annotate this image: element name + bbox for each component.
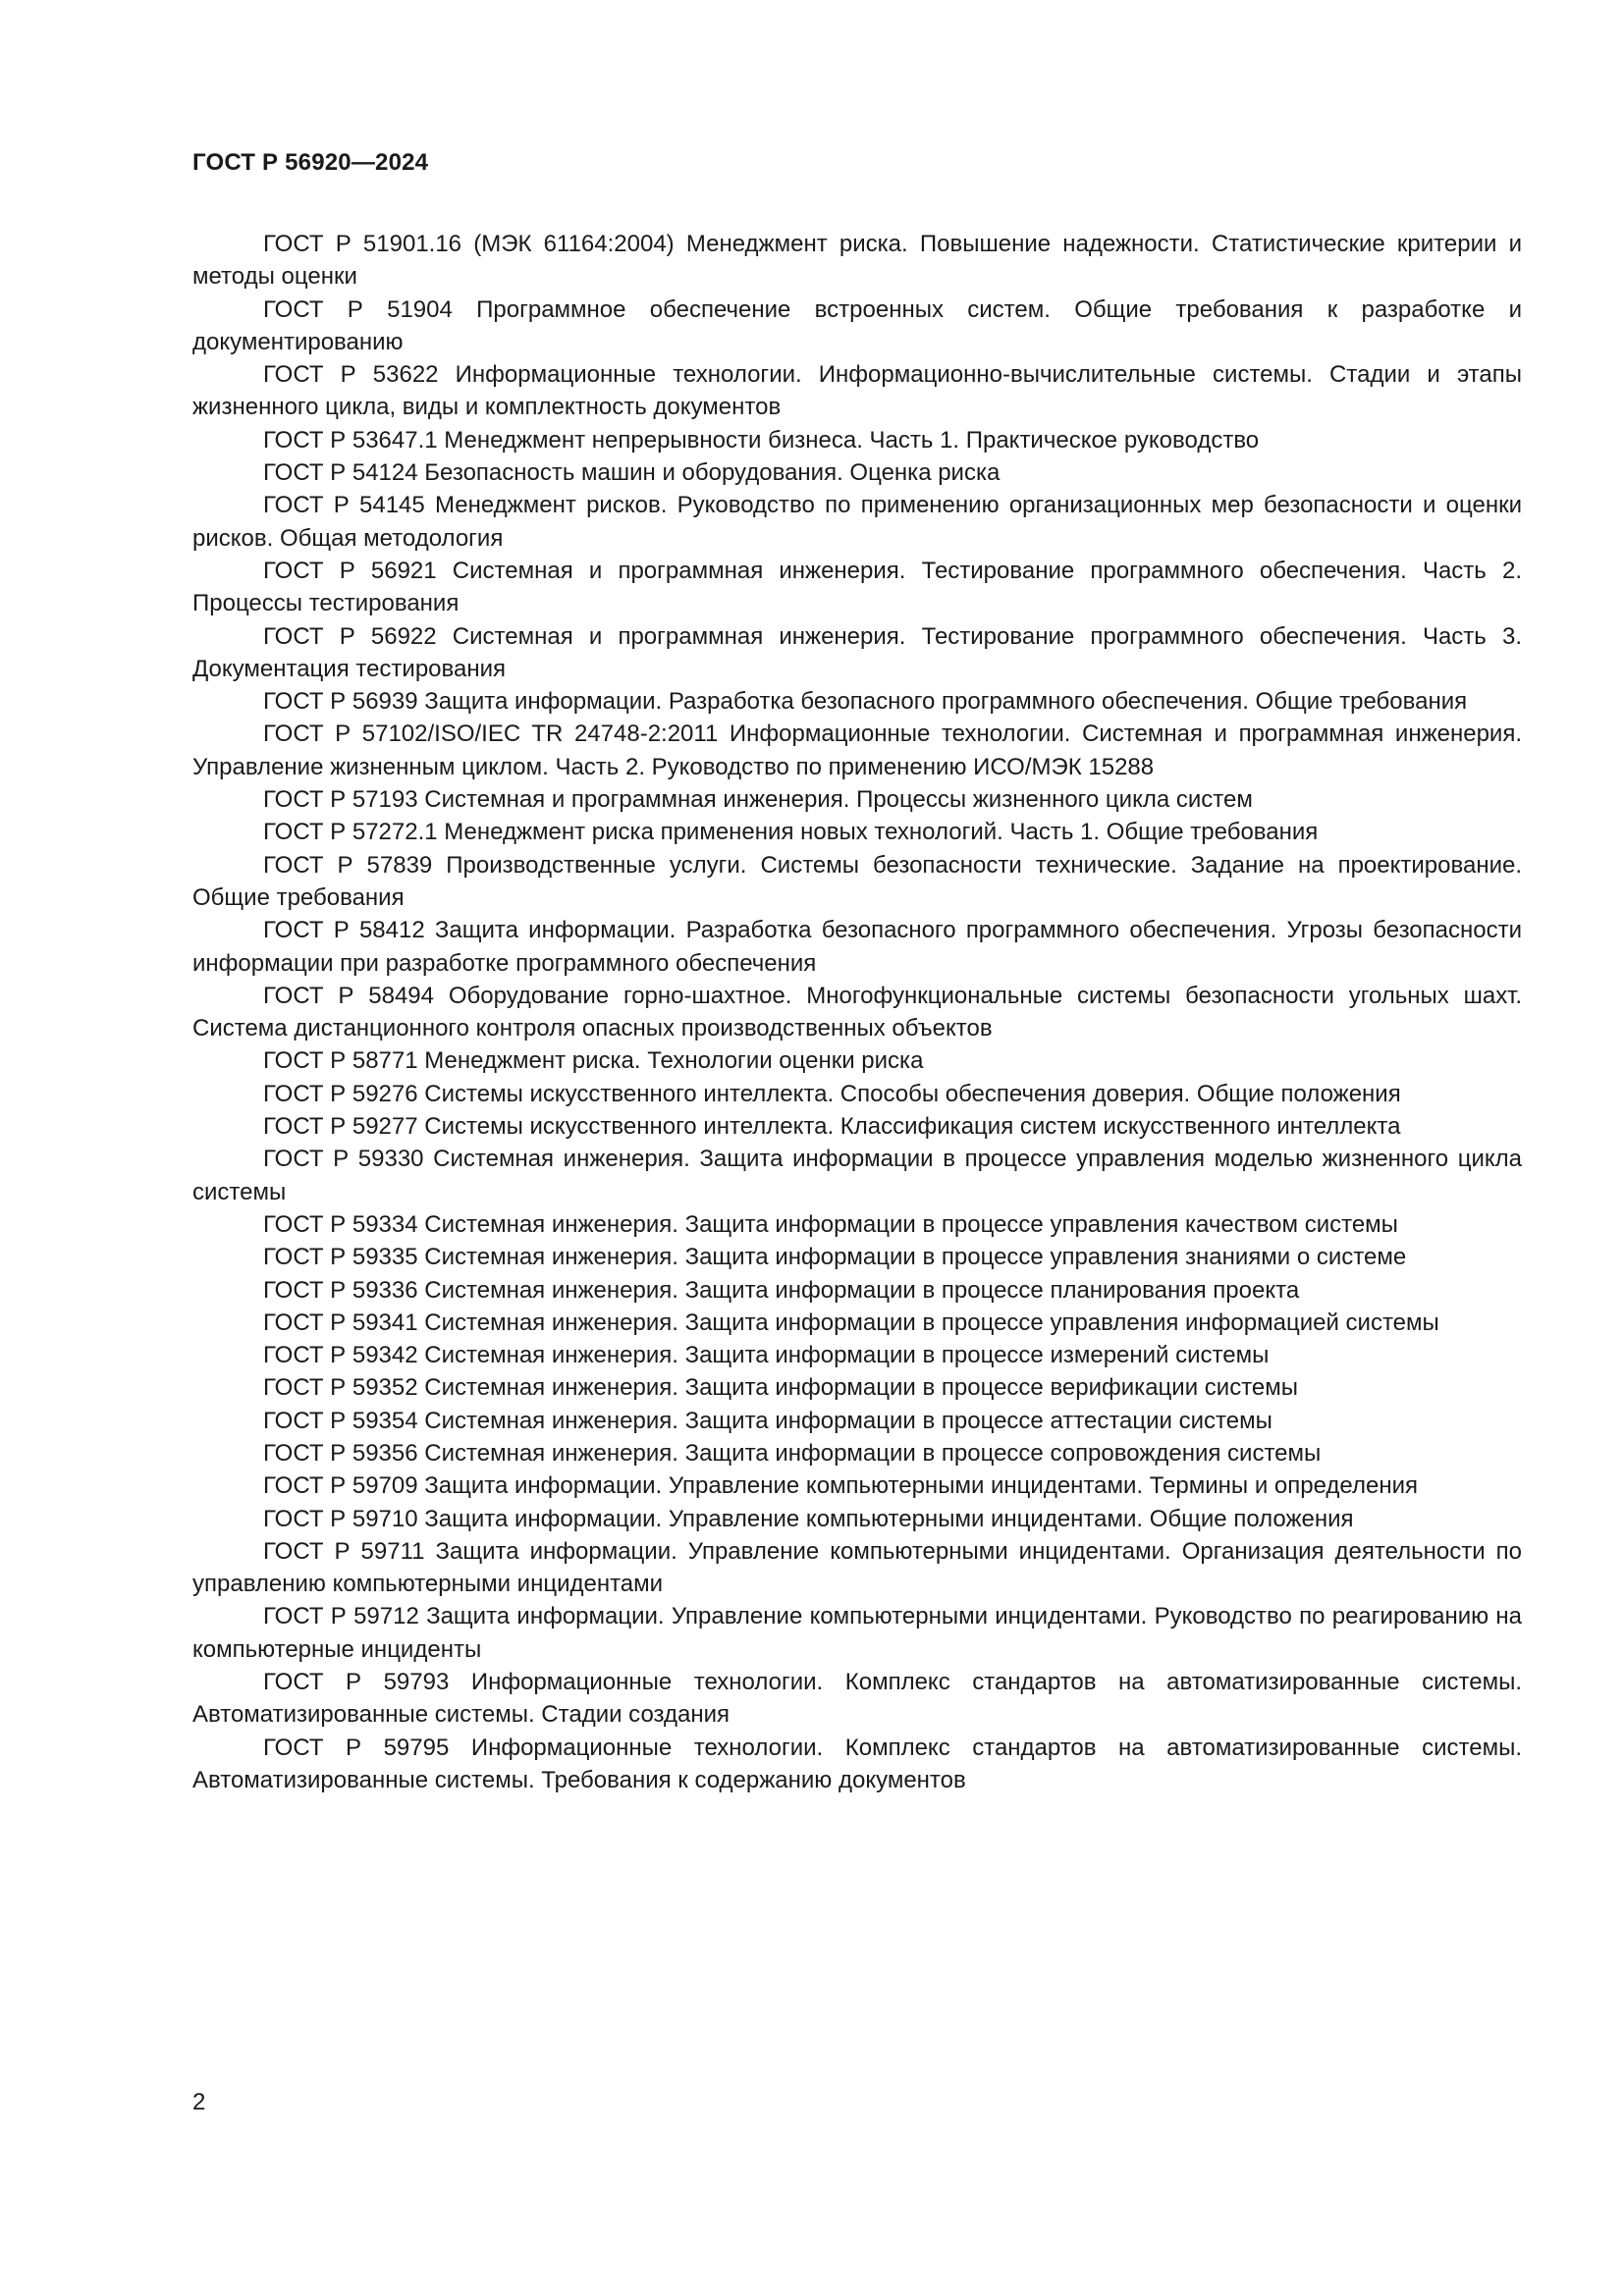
reference-item: ГОСТ Р 56939 Защита информации. Разработка безопасного программного обеспечения. Общие требования [263, 688, 1468, 716]
reference-item: ГОСТ Р 53647.1 Менеджмент непрерывности бизнеса. Часть 1. Практическое руководство [263, 426, 1260, 454]
reference-item: ГОСТ Р 59276 Системы искусственного интеллекта. Способы обеспечения доверия. Общие положения [263, 1080, 1401, 1107]
reference-item: ГОСТ Р 59712 Защита информации. Управление компьютерными инцидентами. Руководство по реагированию на компьютерные инциденты [192, 1603, 1522, 1663]
normative-references-list [192, 228, 1522, 1796]
reference-item: ГОСТ Р 51901.16 (МЭК 61164:2004) Менеджмент риска. Повышение надежности. Статистические критерии и методы оценки [192, 231, 1522, 291]
reference-item: ГОСТ Р 57839 Производственные услуги. Системы безопасности технические. Задание на проектирование. Общие требования [192, 851, 1522, 911]
reference-item: ГОСТ Р 59336 Системная инженерия. Защита информации в процессе планирования проекта [263, 1276, 1300, 1304]
reference-item: ГОСТ Р 51904 Программное обеспечение встроенных систем. Общие требования к разработке и документированию [192, 295, 1522, 355]
reference-item: ГОСТ Р 58412 Защита информации. Разработка безопасного программного обеспечения. Угрозы безопасности информации при разработке программного обеспечения [192, 917, 1522, 977]
reference-item: ГОСТ Р 59352 Системная инженерия. Защита информации в процессе верификации системы [263, 1374, 1299, 1402]
page-number: 2 [192, 2089, 206, 2115]
reference-item: ГОСТ Р 53622 Информационные технологии. Информационно-вычислительные системы. Стадии и этапы жизненного цикла, виды и комплектность документов [192, 361, 1522, 421]
reference-item: ГОСТ Р 59342 Системная инженерия. Защита информации в процессе измерений системы [263, 1342, 1270, 1369]
reference-item: ГОСТ Р 58494 Оборудование горно-шахтное. Многофункциональные системы безопасности угольных шахт. Система дистанционного контроля опасных производственных объектов [192, 982, 1522, 1042]
reference-item: ГОСТ Р 59709 Защита информации. Управление компьютерными инцидентами. Термины и определения [263, 1472, 1418, 1500]
reference-item: ГОСТ Р 59356 Системная инженерия. Защита информации в процессе сопровождения системы [263, 1439, 1322, 1467]
reference-item: ГОСТ Р 56921 Системная и программная инженерия. Тестирование программного обеспечения. Часть 2. Процессы тестирования [192, 557, 1522, 617]
reference-item: ГОСТ Р 59341 Системная инженерия. Защита информации в процессе управления информацией системы [263, 1308, 1439, 1336]
reference-item: ГОСТ Р 59793 Информационные технологии. Комплекс стандартов на автоматизированные системы. Автоматизированные системы. Стадии создания [192, 1669, 1522, 1729]
reference-item: ГОСТ Р 59335 Системная инженерия. Защита информации в процессе управления знаниями о системе [263, 1244, 1407, 1271]
reference-item: ГОСТ Р 57272.1 Менеджмент риска применения новых технологий. Часть 1. Общие требования [263, 819, 1319, 846]
reference-item: ГОСТ Р 58771 Менеджмент риска. Технологии оценки риска [263, 1047, 924, 1075]
reference-item: ГОСТ Р 59277 Системы искусственного интеллекта. Классификация систем искусственного интеллекта [263, 1113, 1401, 1141]
reference-item: ГОСТ Р 57193 Системная и программная инженерия. Процессы жизненного цикла систем [263, 786, 1253, 814]
reference-item: ГОСТ Р 59710 Защита информации. Управление компьютерными инцидентами. Общие положения [263, 1505, 1354, 1532]
reference-item: ГОСТ Р 59795 Информационные технологии. Комплекс стандартов на автоматизированные системы. Автоматизированные системы. Требования к содержанию документов [192, 1734, 1522, 1793]
document-code-header: ГОСТ Р 56920—2024 [192, 149, 429, 176]
reference-item: ГОСТ Р 57102/ISO/IEC TR 24748-2:2011 Информационные технологии. Системная и программная инженерия. Управление жизненным циклом. Часть 2. Руководство по применению ИСО/МЭК 15288 [192, 721, 1522, 780]
reference-item: ГОСТ Р 59330 Системная инженерия. Защита информации в процессе управления моделью жизненного цикла системы [192, 1146, 1522, 1205]
reference-item: ГОСТ Р 59334 Системная инженерия. Защита информации в процессе управления качеством системы [263, 1210, 1398, 1238]
reference-item: ГОСТ Р 59711 Защита информации. Управление компьютерными инцидентами. Организация деятельности по управлению компьютерными инцидентами [192, 1537, 1522, 1598]
reference-item: ГОСТ Р 54145 Менеджмент рисков. Руководство по применению организационных мер безопасности и оценки рисков. Общая методология [192, 492, 1522, 552]
reference-item: ГОСТ Р 56922 Системная и программная инженерия. Тестирование программного обеспечения. Часть 3. Документация тестирования [192, 622, 1522, 682]
reference-item: ГОСТ Р 54124 Безопасность машин и оборудования. Оценка риска [263, 459, 1001, 487]
reference-item: ГОСТ Р 59354 Системная инженерия. Защита информации в процессе аттестации системы [263, 1407, 1272, 1434]
